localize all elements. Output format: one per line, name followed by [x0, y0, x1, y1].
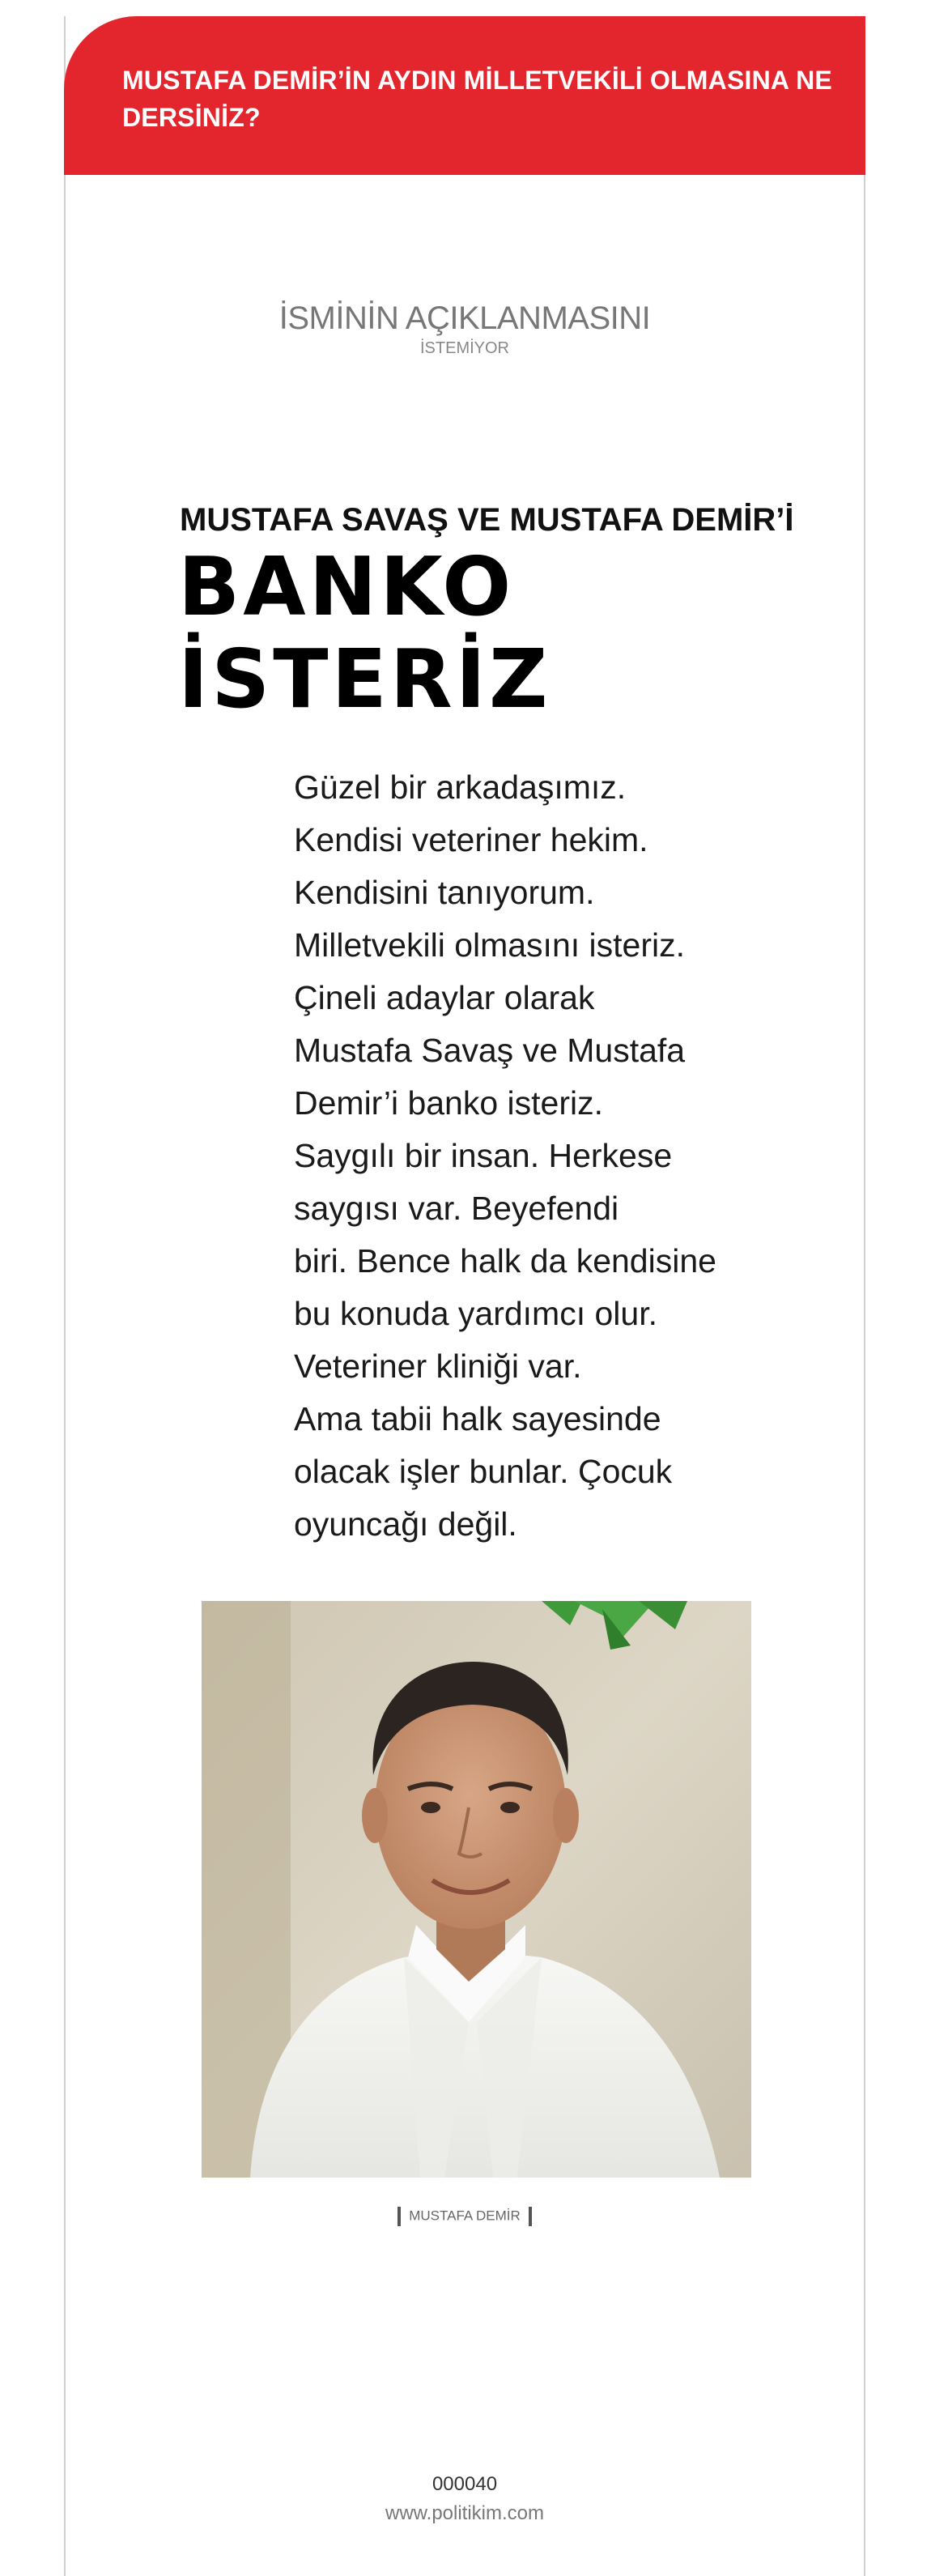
page-number: 000040 [431, 2473, 498, 2495]
footer-url[interactable]: www.politikim.com [385, 2502, 545, 2524]
portrait-photo [202, 1601, 751, 2178]
body-line: Milletvekili olmasını isteriz. [294, 926, 685, 964]
body-line: bu konuda yardımcı olur. [294, 1295, 657, 1332]
portrait-illustration [202, 1601, 751, 2178]
body-line: Mustafa Savaş ve Mustafa [294, 1032, 686, 1069]
body-line: Güzel bir arkadaşımız. [294, 769, 627, 806]
body-line: saygısı var. Beyefendi [294, 1190, 619, 1227]
headline-line: İSTERİZ [178, 632, 551, 726]
source-block [64, 300, 865, 358]
body-line: Saygılı bir insan. Herkese [294, 1137, 673, 1174]
source-subtitle: İSTEMİYOR [419, 339, 509, 357]
body-line: oyuncağı değil. [294, 1505, 517, 1543]
photo-caption [64, 2204, 865, 2228]
body-line: Ama tabii halk sayesinde [294, 1400, 661, 1437]
body-line: Veteriner kliniği var. [294, 1348, 582, 1385]
caption-bar-left [397, 2207, 401, 2226]
body-line: olacak işler bunlar. Çocuk [294, 1453, 673, 1490]
body-line: Kendisini tanıyorum. [294, 874, 595, 911]
headline-line: BANKO [178, 539, 515, 634]
body-line: Demir’i banko isteriz. [294, 1084, 604, 1122]
body-line: biri. Bence halk da kendisine [294, 1242, 716, 1279]
body-line: Kendisi veteriner hekim. [294, 821, 648, 858]
caption-bar-right [529, 2207, 532, 2226]
article-headline [178, 541, 551, 726]
header-banner [64, 16, 865, 175]
article-kicker: MUSTAFA SAVAŞ VE MUSTAFA DEMİR’İ [180, 502, 794, 538]
article-body [294, 761, 747, 1551]
header-title: MUSTAFA DEMİR’İN AYDIN MİLLETVEKİLİ OLMASINA NE DERSİNİZ? [122, 66, 832, 132]
body-line: Çineli adaylar olarak [294, 979, 595, 1016]
source-name: İSMİNİN AÇIKLANMASINI [278, 300, 651, 336]
caption-text: MUSTAFA DEMİR [409, 2208, 521, 2224]
